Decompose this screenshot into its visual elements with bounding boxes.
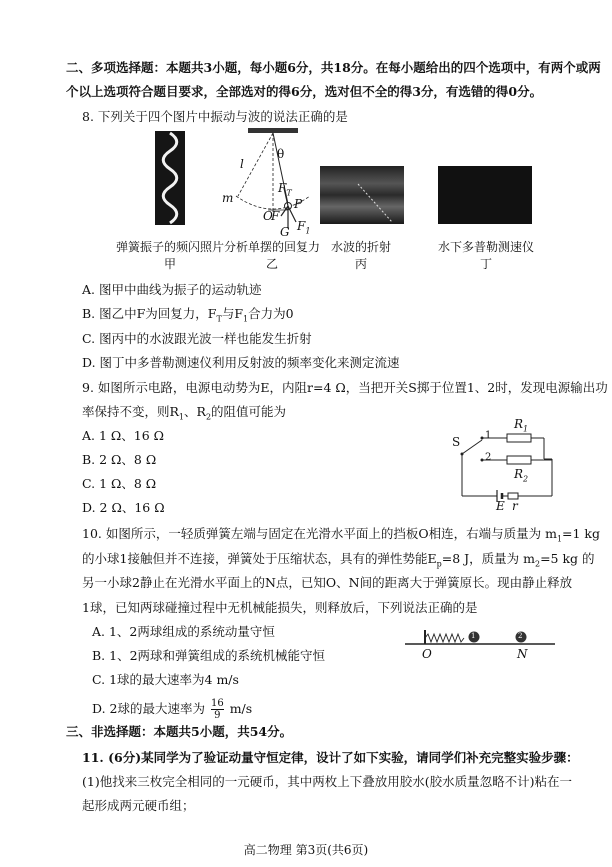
strobe-photo bbox=[155, 131, 185, 225]
pendulum-label-l: l bbox=[240, 157, 244, 171]
q9-stem-line1: 9. 如图所示电路，电源电动势为E，内阻r=4 Ω，当把开关S掷于位置1、2时，发现电源输出功 bbox=[82, 380, 608, 395]
q10-stem-line3: 另一小球2静止在光滑水平面上的N点，已知O、N间的距离大于弹簧原长。现由静止释放 bbox=[82, 575, 573, 590]
pendulum-label-theta: θ bbox=[277, 147, 285, 161]
doppler-photo bbox=[438, 166, 532, 224]
q9-option-d: D. 2 Ω、16 Ω bbox=[82, 500, 165, 515]
circuit-label-r2: $R_2$ bbox=[514, 467, 529, 484]
pendulum-figure bbox=[218, 126, 318, 238]
pendulum-label-f1: $F_1$ bbox=[297, 219, 311, 236]
q10-stem-line2: 的小球1接触但并不连接，弹簧处于压缩状态，具有的弹性势能$E_p=8$ J，质量为 $m_2=5$ kg 的 bbox=[82, 551, 595, 569]
fig-tag-ding: 丁 bbox=[479, 257, 492, 271]
circuit-figure bbox=[452, 414, 562, 513]
q9-option-c: C. 1 Ω、8 Ω bbox=[82, 476, 157, 491]
pendulum-label-ft: $F_T$ bbox=[278, 181, 292, 198]
fraction-unit: m/s bbox=[229, 701, 253, 716]
q9-option-a: A. 1 Ω、16 Ω bbox=[82, 428, 165, 443]
strobe-sine-curve bbox=[155, 131, 185, 225]
fig-caption-yi: 分析单摆的回复力 bbox=[223, 240, 320, 254]
section3-heading: 三、非选择题：本题共5小题，共54分。 bbox=[66, 724, 293, 739]
fig-tag-jia: 甲 bbox=[163, 257, 176, 271]
pendulum-label-f: F bbox=[271, 209, 280, 223]
q8-option-d: D. 图丁中多普勒测速仪利用反射波的频率变化来测定流速 bbox=[82, 355, 400, 370]
page-footer: 高二物理 第3页(共6页) bbox=[243, 843, 369, 857]
fig-caption-jia: 弹簧振子的频闪照片 bbox=[115, 240, 224, 254]
q8-option-a: A. 图甲中曲线为振子的运动轨迹 bbox=[82, 282, 262, 297]
circuit-label-pos2: 2 bbox=[485, 452, 492, 463]
circuit-label-e: E bbox=[496, 499, 505, 513]
q10-stem-line4: 1球，已知两球碰撞过程中无机械能损失，则释放后，下列说法正确的是 bbox=[82, 600, 478, 615]
ball2-label: 2 bbox=[518, 632, 523, 640]
section2-heading-line2: 个以上选项符合题目要求，全部选对的得6分，选对但不全的得3分，有选错的得0分。 bbox=[66, 84, 543, 99]
q10-option-d: D. 2球的最大速率为 $\frac{16}{9}$ m/s bbox=[92, 698, 253, 721]
q9-option-b: B. 2 Ω、8 Ω bbox=[82, 452, 157, 467]
refraction-boundary bbox=[320, 166, 404, 224]
refraction-photo bbox=[320, 166, 404, 224]
pendulum-label-o: O bbox=[263, 209, 273, 223]
q10-option-c: C. 1球的最大速率为4 m/s bbox=[92, 672, 239, 687]
q8-option-c: C. 图丙中的水波跟光波一样也能发生折射 bbox=[82, 331, 312, 346]
circuit-label-pos1: 1 bbox=[485, 430, 492, 441]
spring-ball-figure bbox=[405, 624, 555, 664]
section2-heading: 二、多项选择题：本题共3小题，每小题6分，共18分。在每小题给出的四个选项中，有两个或两 bbox=[66, 60, 601, 75]
point-o-label: O bbox=[422, 647, 432, 661]
fraction-denominator: 9 bbox=[214, 710, 221, 721]
pendulum-label-g: G bbox=[280, 225, 290, 239]
q11-step1-line1: (1)他找来三枚完全相同的一元硬币，其中两枚上下叠放用胶水(胶水质量忽略不计)粘在一 bbox=[82, 774, 572, 789]
circuit-label-s: S bbox=[452, 435, 461, 449]
fig-caption-ding: 水下多普勒测速仪 bbox=[437, 240, 534, 254]
fraction-numerator: 16 bbox=[210, 698, 224, 709]
q10-option-a: A. 1、2两球组成的系统动量守恒 bbox=[92, 624, 275, 639]
circuit-label-r: r bbox=[512, 499, 518, 513]
q8-stem: 8. 下列关于四个图片中振动与波的说法正确的是 bbox=[82, 109, 348, 124]
circuit-label-r1: $R_1$ bbox=[514, 417, 529, 434]
pendulum-label-m: m bbox=[222, 191, 234, 205]
circuit-diagram bbox=[452, 414, 562, 510]
q11-stem: 11. (6分)某同学为了验证动量守恒定律，设计了如下实验，请同学们补充完整实验步骤： bbox=[82, 750, 579, 765]
q11-step1-line2: 起形成两元硬币组； bbox=[82, 798, 195, 813]
pendulum-label-p: P bbox=[294, 197, 303, 211]
q10-option-b: B. 1、2两球和弹簧组成的系统机械能守恒 bbox=[92, 648, 326, 663]
fig-tag-bing: 丙 bbox=[354, 257, 367, 271]
ball1-label: 1 bbox=[471, 632, 476, 640]
q10-stem-line1: 10. 如图所示，一轻质弹簧左端与固定在光滑水平面上的挡板O相连，右端与质量为 $m_1=1$ kg bbox=[82, 526, 601, 544]
point-n-label: N bbox=[517, 647, 528, 661]
q8-option-b: B. 图乙中F为回复力，$F_T$与$F_1$合力为0 bbox=[82, 306, 294, 324]
fig-caption-bing: 水波的折射 bbox=[330, 240, 391, 254]
fig-tag-yi: 乙 bbox=[265, 257, 278, 271]
q9-stem-line2: 率保持不变，则$R_1$、$R_2$的阻值可能为 bbox=[82, 404, 287, 422]
